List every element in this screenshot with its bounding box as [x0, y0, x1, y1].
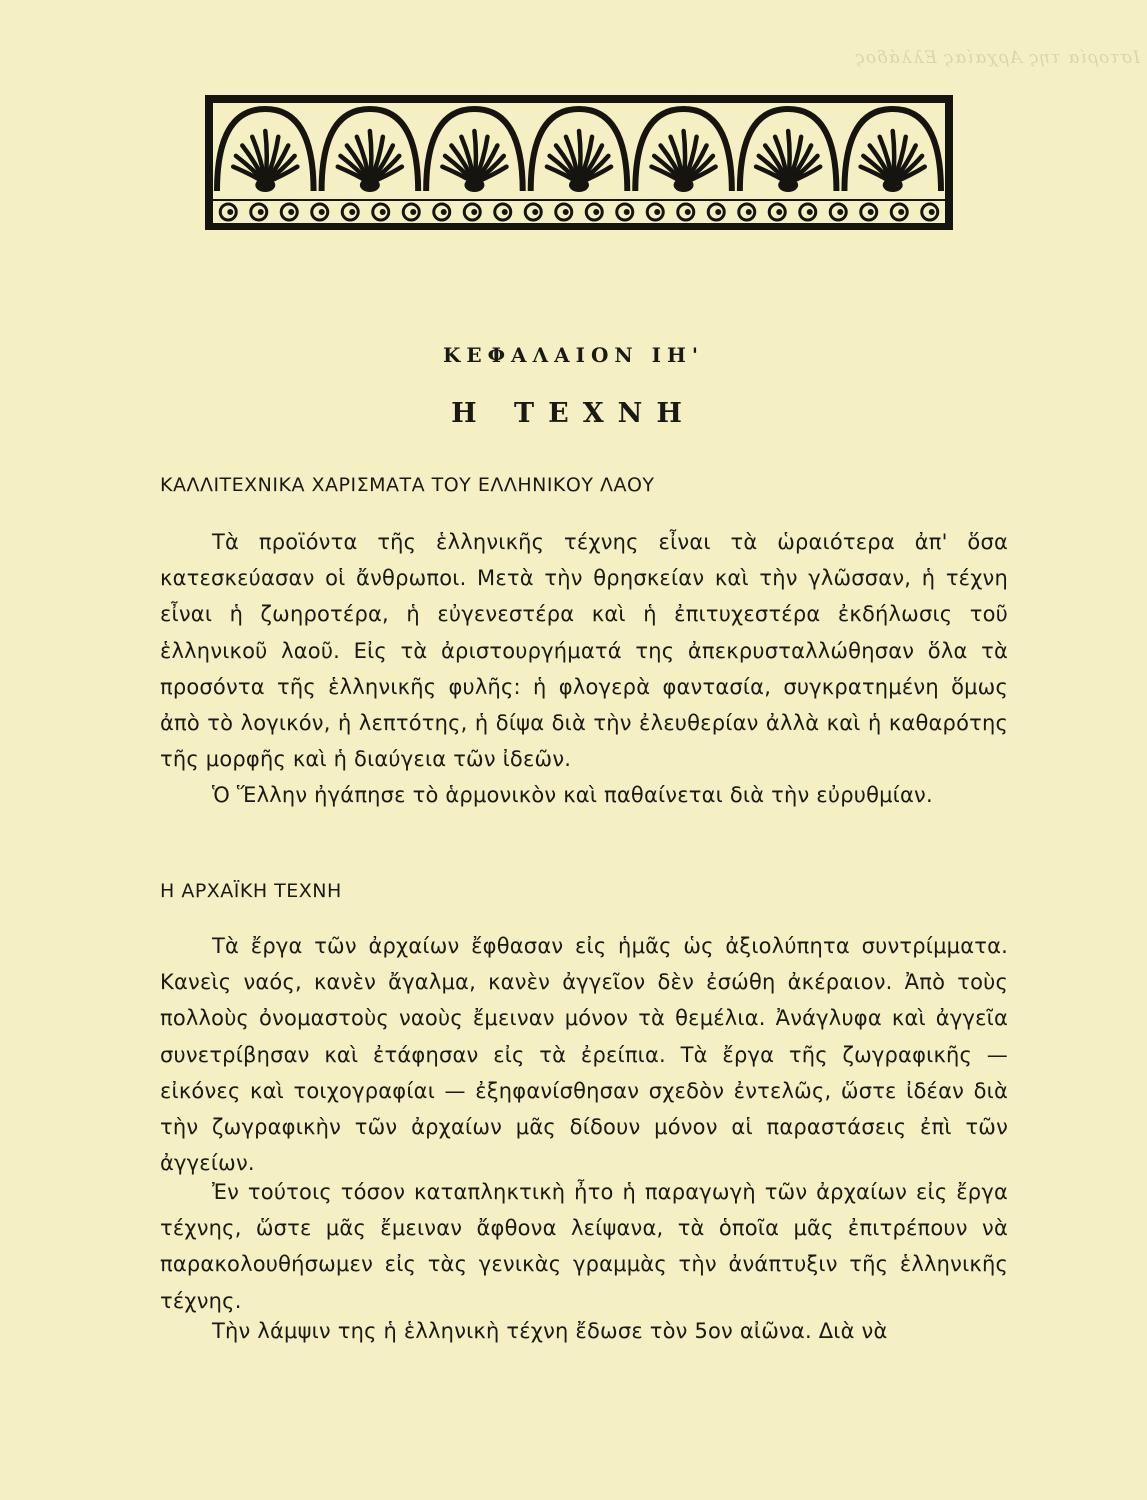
paragraph: Ὁ Ἕλλην ἠγάπησε τὸ ἁρμονικὸν καὶ παθαίνεται διὰ τὴν εὐρυθμίαν. — [212, 783, 933, 807]
paragraph: Ἐν τούτοις τόσον καταπληκτικὴ ἦτο ἡ παραγωγὴ τῶν ἀρχαίων εἰς ἔργα τέχνης, ὥστε μᾶς ἔμειναν ἄφθονα λείψανα, τὰ ὁποῖα μᾶς ἐπιτρέπουν νὰ παρακολουθήσωμεν εἰς τὰς γενικὰς γραμμὰς τὴν ἀνάπτυξιν τῆς ἑλληνικῆς τέχνης. — [160, 1180, 1008, 1313]
bleed-through-header: Ιστορία της Αρχαίας Ελλάδος — [854, 48, 1140, 68]
chapter-label: ΚΕΦΑΛΑΙΟΝ ΙΗ' — [443, 343, 704, 367]
paragraph: Τὴν λάμψιν της ἡ ἑλληνικὴ τέχνη ἔδωσε τὸν 5ον αἰῶνα. Διὰ νὰ — [212, 1319, 888, 1343]
chapter-title: Η ΤΕΧΝΗ — [451, 398, 696, 429]
paragraph: Τὰ προϊόντα τῆς ἑλληνικῆς τέχνης εἶναι τὰ ὡραιότερα ἀπ' ὅσα κατεσκεύασαν οἱ ἄνθρωποι. Μετὰ τὴν θρησκείαν καὶ τὴν γλῶσσαν, ἡ τέχνη εἶναι ἡ ζωηροτέρα, ἡ εὐγενεστέρα καὶ ἡ ἐπιτυχεστέρα ἐκδήλωσις τοῦ ἑλληνικοῦ λαοῦ. Εἰς τὰ ἀριστουργήματά της ἀπεκρυσταλλώθησαν ὅλα τὰ προσόντα τῆς ἑλληνικῆς φυλῆς: ἡ φλογερὰ φαντασία, συγκρατημένη ὅμως ἀπὸ τὸ λογικόν, ἡ λεπτότης, ἡ δίψα διὰ τὴν ἐλευθερίαν ἀλλὰ καὶ ἡ καθαρότης τῆς μορφῆς καὶ ἡ διαύγεια τῶν ἰδεῶν. — [160, 530, 1008, 772]
paragraph: Τὰ ἔργα τῶν ἀρχαίων ἔφθασαν εἰς ἡμᾶς ὡς ἀξιολύπητα συντρίμματα. Κανεὶς ναός, κανὲν ἄγαλμα, κανὲν ἀγγεῖον δὲν ἐσώθη ἀκέραιον. Ἀπὸ τοὺς πολλοὺς ὀνομαστοὺς ναοὺς ἔμειναν μόνον τὰ θεμέλια. Ἀνάγλυφα καὶ ἀγγεῖα συνετρίβησαν καὶ ἐτάφησαν εἰς τὰ ἐρείπια. Τὰ ἔργα τῆς ζωγραφικῆς — εἰκόνες καὶ τοιχογραφίαι — ἐξηφανίσθησαν σχεδὸν ἐντελῶς, ὥστε ἰδέαν διὰ τὴν ζωγραφικὴν τῶν ἀρχαίων μᾶς δίδουν μόνον αἱ παραστάσεις ἐπὶ τῶν ἀγγείων. — [160, 934, 1008, 1176]
section-heading-2: Η ΑΡΧΑΪΚΗ ΤΕΧΝΗ — [160, 880, 342, 902]
section-heading-1: ΚΑΛΛΙΤΕΧΝΙΚΑ ΧΑΡΙΣΜΑΤΑ ΤΟΥ ΕΛΛΗΝΙΚΟΥ ΛΑΟΥ — [160, 474, 655, 496]
palmette-frieze-ornament — [205, 95, 953, 230]
